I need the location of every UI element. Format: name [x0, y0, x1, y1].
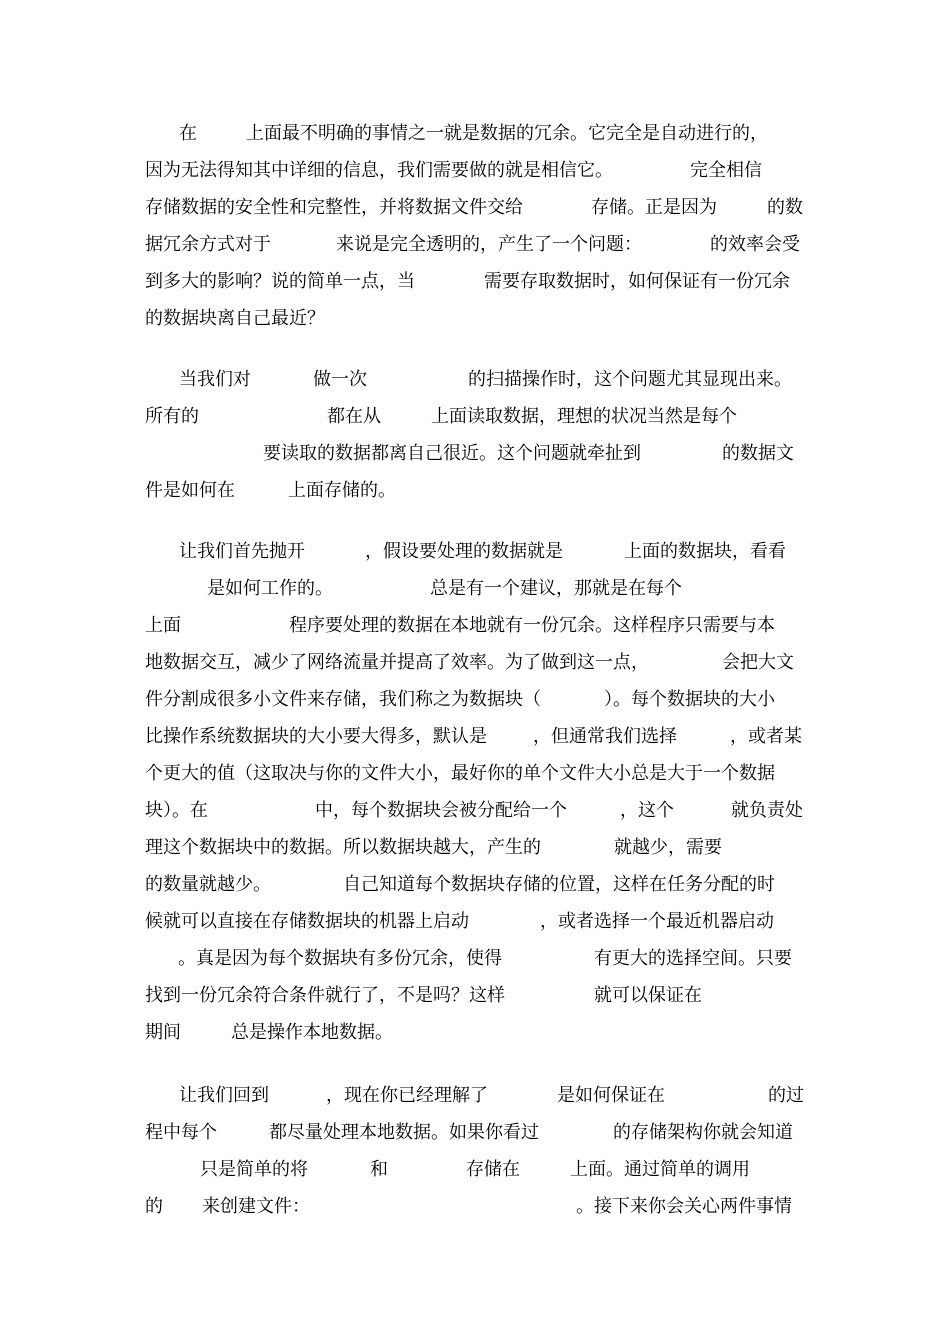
text-segment: 就可以保证在 [594, 985, 702, 1006]
text-segment: 上面存储的。 [288, 480, 396, 501]
text-segment: 据冗余方式对于 [145, 234, 271, 255]
text-segment: 。接下来你会关心两件事情 [576, 1196, 792, 1217]
text-segment: 做一次 [313, 369, 367, 390]
text-line [0, 1151, 950, 1188]
text-segment: 就负责处 [731, 800, 803, 821]
text-line [0, 152, 950, 189]
text-segment: ，或者某 [730, 726, 802, 747]
text-segment: 的 [145, 1196, 163, 1217]
text-line [0, 263, 950, 300]
text-segment: 存储数据的安全性和完整性，并将数据文件交给 [145, 197, 523, 218]
text-segment: 的数据块离自己最近？ [145, 308, 325, 329]
text-segment: 让我们回到 [179, 1085, 269, 1106]
text-segment: ，这个 [620, 800, 674, 821]
text-line [0, 1077, 950, 1114]
text-line [0, 755, 950, 792]
text-segment: 自己知道每个数据块存储的位置，这样在任务分配的时 [343, 874, 775, 895]
text-segment: 要读取的数据都离自己很近。这个问题就牵扯到 [263, 443, 641, 464]
text-segment: ，但通常我们选择 [533, 726, 677, 747]
text-line [0, 115, 950, 152]
text-segment: 会把大文 [722, 652, 794, 673]
text-segment: ，假设要处理的数据就是 [365, 541, 563, 562]
text-segment: 候就可以直接在存储数据块的机器上启动 [145, 911, 469, 932]
text-segment: 有更大的选择空间。只要 [594, 948, 792, 969]
text-line [0, 1114, 950, 1151]
text-segment: 所有的 [145, 406, 199, 427]
text-line [0, 226, 950, 263]
text-segment: 个更大的值（这取决与你的文件大小，最好你的单个文件大小总是大于一个数据 [145, 763, 775, 784]
text-segment: 块）。在 [145, 800, 208, 821]
text-line [0, 681, 950, 718]
text-segment: 期间 [145, 1022, 181, 1043]
text-segment: 上面读取数据，理想的状况当然是每个 [431, 406, 737, 427]
text-line [0, 903, 950, 940]
text-segment: 来说是完全透明的，产生了一个问题： [336, 234, 642, 255]
text-segment: 的存储架构你就会知道 [613, 1122, 793, 1143]
text-line [0, 866, 950, 903]
text-segment: ，现在你已经理解了 [326, 1085, 488, 1106]
text-line [0, 570, 950, 607]
text-line [0, 435, 950, 472]
text-segment: 。真是因为每个数据块有多份冗余，使得 [178, 948, 502, 969]
text-segment: 的数 [767, 197, 803, 218]
text-segment: ，或者选择一个最近机器启动 [540, 911, 774, 932]
text-segment: 找到一份冗余符合条件就行了，不是吗？这样 [145, 985, 505, 1006]
text-segment: 都尽量处理本地数据。如果你看过 [269, 1122, 539, 1143]
text-segment: 比操作系统数据块的大小要大得多，默认是 [145, 726, 487, 747]
text-line [0, 829, 950, 866]
text-segment: 程中每个 [145, 1122, 217, 1143]
text-line [0, 977, 950, 1014]
text-segment: 让我们首先抛开 [179, 541, 305, 562]
text-segment: 的数据文 [722, 443, 794, 464]
text-segment: 存储。正是因为 [591, 197, 717, 218]
text-segment: 来创建文件： [202, 1196, 310, 1217]
text-segment: 上面的数据块，看看 [624, 541, 786, 562]
text-segment: 是如何工作的。 [207, 578, 333, 599]
text-segment: 的数量就越少。 [145, 874, 271, 895]
text-line [0, 361, 950, 398]
text-segment: 件分割成很多小文件来存储，我们称之为数据块（ [145, 689, 541, 710]
text-segment: 理这个数据块中的数据。所以数据块越大，产生的 [145, 837, 541, 858]
text-segment: 上面 [145, 615, 181, 636]
text-line [0, 1014, 950, 1051]
text-segment: 就越少，需要 [614, 837, 722, 858]
text-line [0, 189, 950, 226]
text-segment: 的效率会受 [710, 234, 800, 255]
text-segment: 完全相信 [690, 160, 762, 181]
text-segment: 程序要处理的数据在本地就有一份冗余。这样程序只需要与本 [289, 615, 775, 636]
text-segment: ）。每个数据块的大小 [604, 689, 775, 710]
text-line [0, 607, 950, 644]
text-segment: 地数据交互，减少了网络流量并提高了效率。为了做到这一点， [145, 652, 649, 673]
text-segment: 总是操作本地数据。 [231, 1022, 393, 1043]
text-segment: 上面。通过简单的调用 [570, 1159, 750, 1180]
text-line [0, 533, 950, 570]
text-line [0, 398, 950, 435]
text-line [0, 1188, 950, 1225]
text-segment: 和 [370, 1159, 388, 1180]
text-line [0, 792, 950, 829]
text-segment: 需要存取数据时，如何保证有一份冗余 [484, 271, 790, 292]
text-segment: 中，每个数据块会被分配给一个 [315, 800, 567, 821]
text-line [0, 644, 950, 681]
text-segment: 只是简单的将 [200, 1159, 308, 1180]
text-segment: 当我们对 [179, 369, 251, 390]
text-segment: 在 [179, 123, 197, 144]
text-segment: 的过 [768, 1085, 804, 1106]
text-segment: 都在从 [327, 406, 381, 427]
text-line [0, 718, 950, 755]
text-segment: 件是如何在 [145, 480, 235, 501]
text-segment: 上面最不明确的事情之一就是数据的冗余。它完全是自动进行的， [246, 123, 768, 144]
text-line [0, 300, 950, 337]
text-segment: 是如何保证在 [557, 1085, 665, 1106]
text-segment: 总是有一个建议，那就是在每个 [430, 578, 682, 599]
text-segment: 到多大的影响？说的简单一点，当 [145, 271, 415, 292]
text-segment: 存储在 [466, 1159, 520, 1180]
text-line [0, 940, 950, 977]
text-line [0, 472, 950, 509]
text-segment: 因为无法得知其中详细的信息，我们需要做的就是相信它。 [145, 160, 613, 181]
text-segment: 的扫描操作时，这个问题尤其显现出来。 [468, 369, 792, 390]
